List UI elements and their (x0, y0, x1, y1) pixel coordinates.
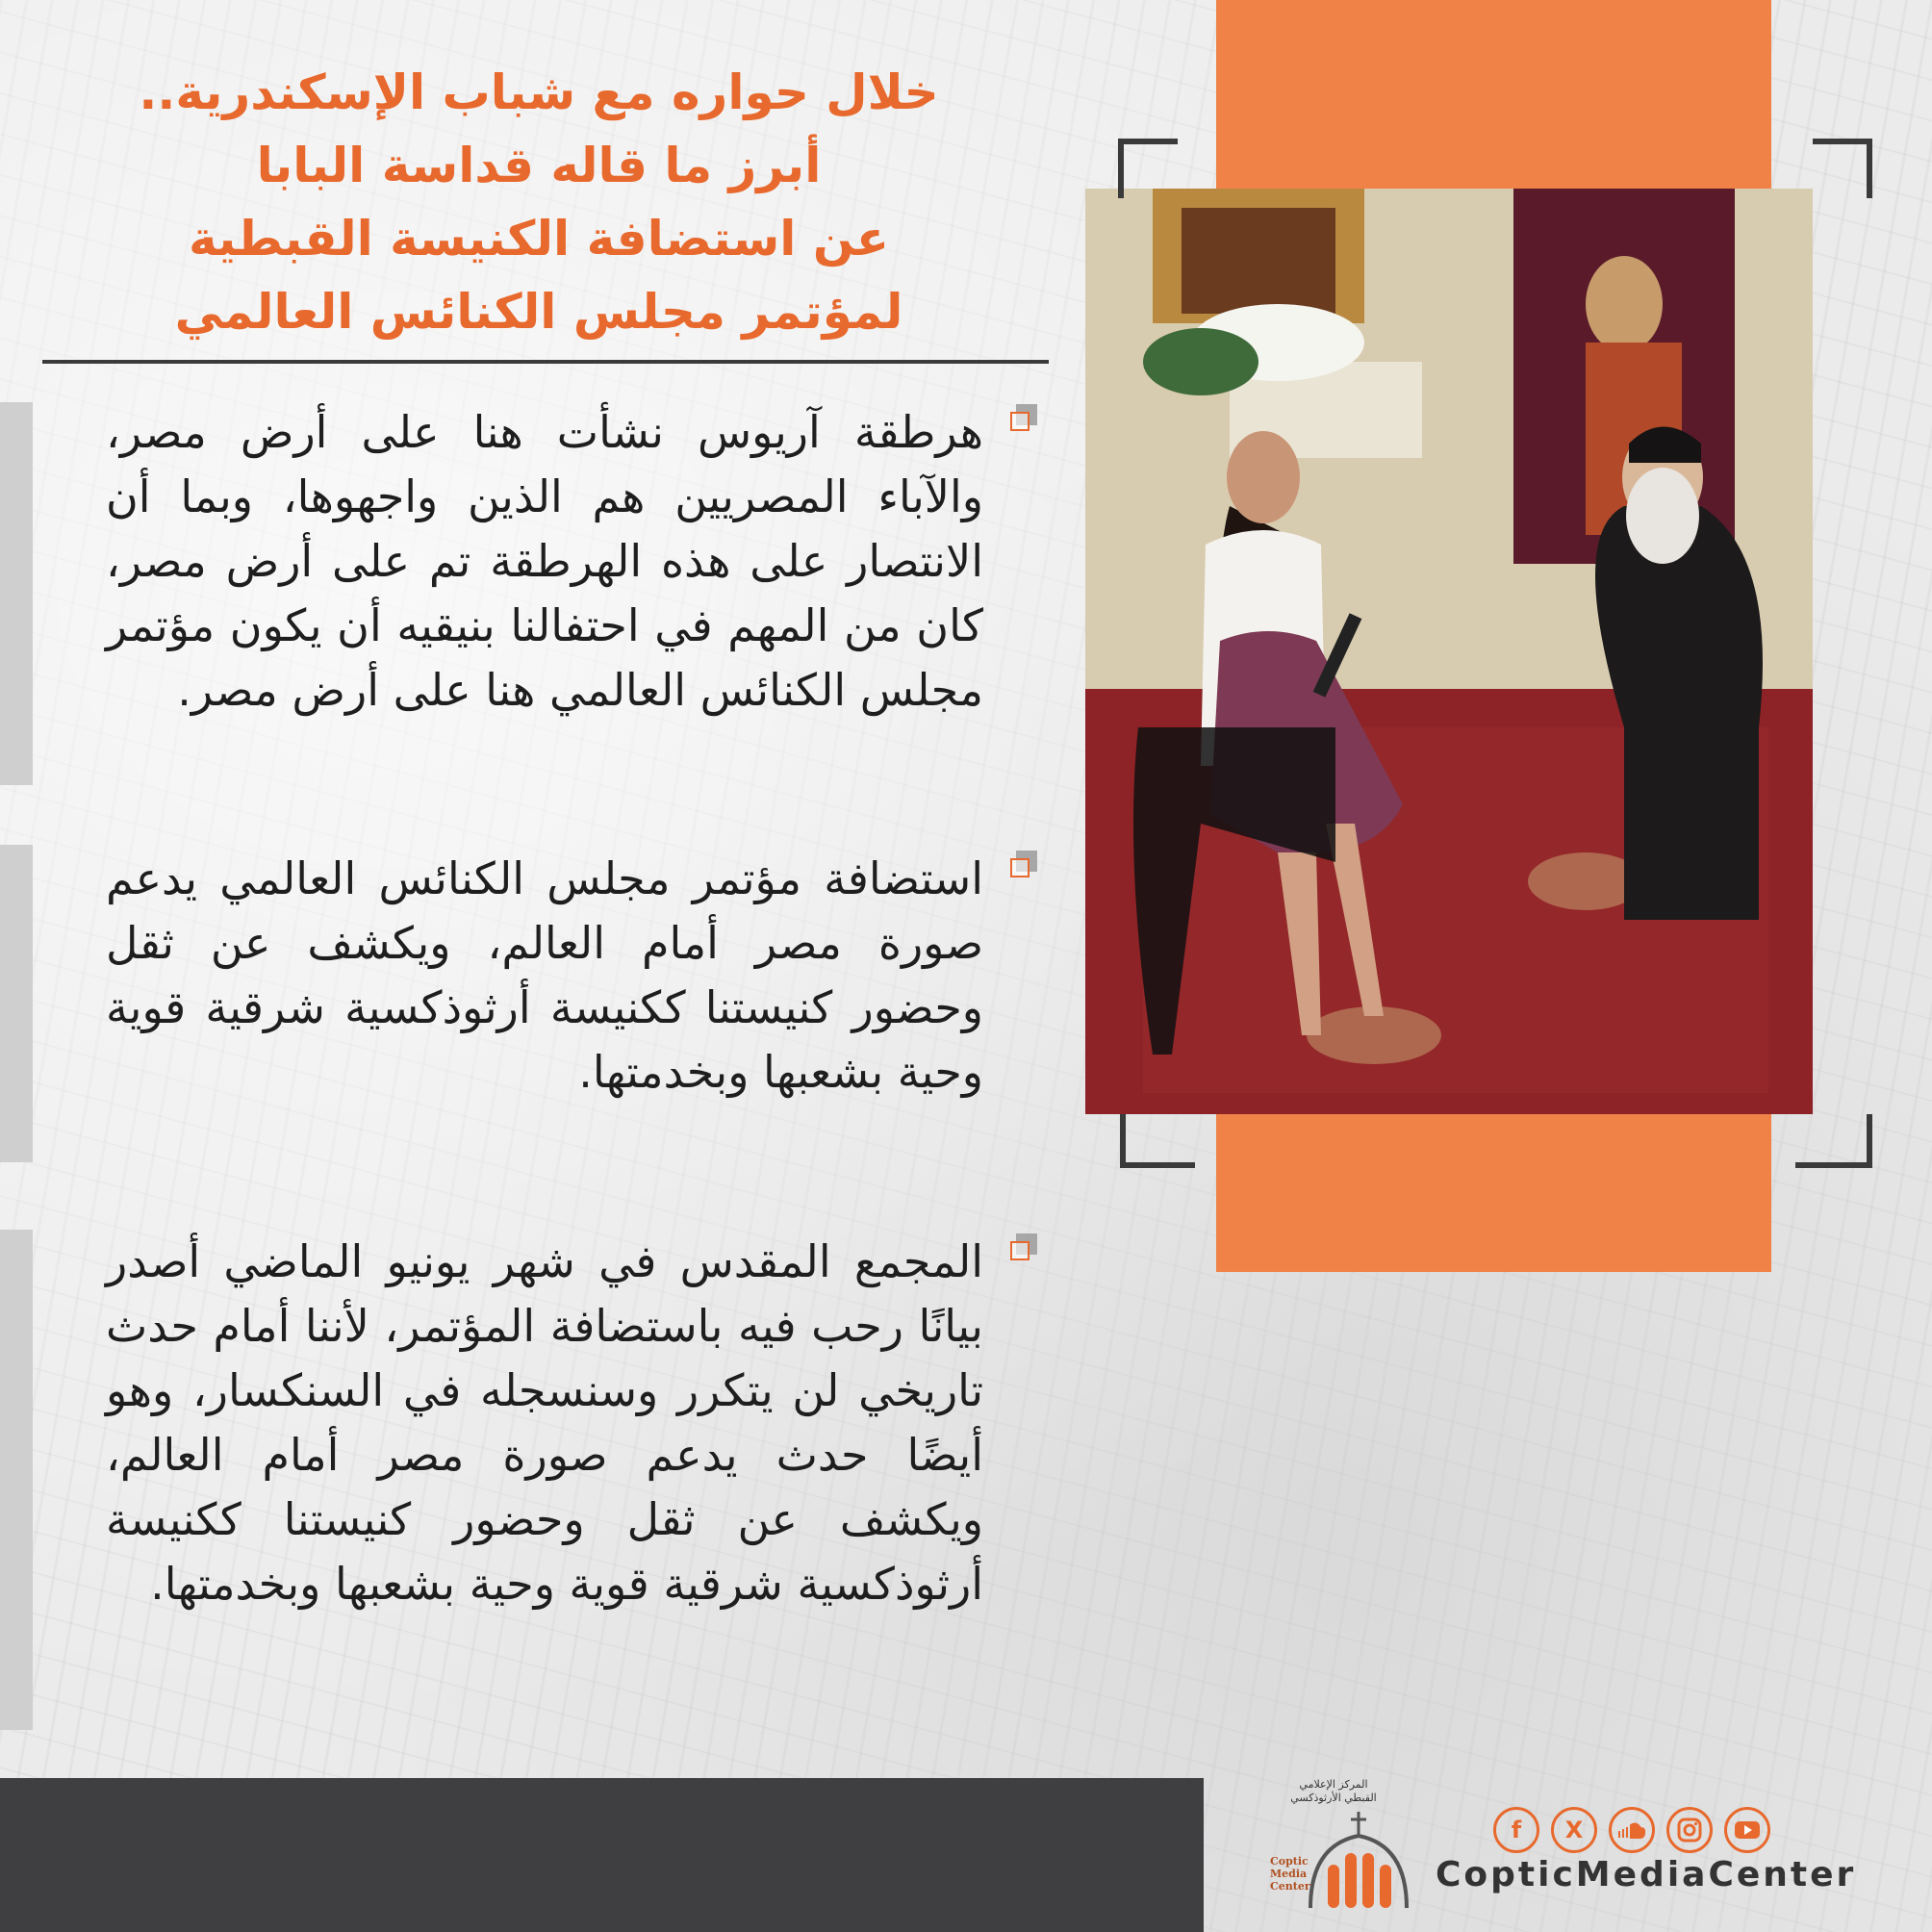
facebook-icon[interactable]: f (1493, 1807, 1539, 1853)
left-side-bar-3 (0, 1230, 33, 1730)
headline-divider (42, 360, 1049, 364)
headline-line-2: أبرز ما قاله قداسة البابا (256, 138, 822, 193)
coptic-media-center-logo-icon (1301, 1807, 1416, 1913)
brand-name: CopticMediaCenter (1436, 1855, 1857, 1894)
event-photo (1085, 189, 1813, 1114)
bullet-icon (1010, 851, 1037, 877)
bottom-dark-bar (0, 1778, 1204, 1932)
photo-frame-corner (1813, 139, 1872, 198)
photo-frame-corner (1120, 1114, 1195, 1168)
headline-line-1: خلال حواره مع شباب الإسكندرية.. (139, 64, 939, 120)
logo-english-text: Coptic Media Center (1270, 1855, 1310, 1893)
bullet-icon (1010, 1233, 1037, 1260)
left-side-bar-2 (0, 845, 33, 1162)
headline-line-3: عن استضافة الكنيسة القبطية (189, 211, 889, 267)
left-side-bar-1 (0, 402, 33, 785)
bullet-icon (1010, 404, 1037, 431)
paragraph-1: هرطقة آريوس نشأت هنا على أرض مصر، والآباء المصريين هم الذين واجهوها، وبما أن الانتصار على هذه الهرطقة تم على أرض مصر، كان من المهم في احتفالنا بنيقيه أن يكون مؤتمر مجلس الكنائس العالمي هنا على أرض مصر. (106, 406, 983, 716)
photo-frame-corner (1118, 139, 1178, 198)
photo-frame-corner (1795, 1114, 1872, 1168)
youtube-icon[interactable] (1724, 1807, 1770, 1853)
instagram-icon[interactable] (1666, 1807, 1713, 1853)
paragraph-2: استضافة مؤتمر مجلس الكنائس العالمي يدعم صورة مصر أمام العالم، ويكشف عن ثقل وحضور كنيستنا ككنيسة أرثوذكسية شرقية قوية وحية بشعبها وبخدمتها. (106, 852, 983, 1098)
logo-arabic-text: المركز الإعلامي القبطي الأرثوذكسي (1290, 1778, 1377, 1804)
headline-line-4: لمؤتمر مجلس الكنائس العالمي (174, 284, 903, 340)
x-icon[interactable]: X (1551, 1807, 1597, 1853)
soundcloud-icon[interactable] (1609, 1807, 1655, 1853)
paragraph-3: المجمع المقدس في شهر يونيو الماضي أصدر بيانًا رحب فيه باستضافة المؤتمر، لأننا أمام حدث تاريخي لن يتكرر وسنسجله في السنكسار، وهو أيضًا حدث يدعم صورة مصر أمام العالم، ويكشف عن ثقل وحضور كنيستنا ككنيسة أرثوذكسية شرقية قوية وحية بشعبها وبخدمتها. (106, 1235, 983, 1610)
headline (58, 56, 1020, 348)
